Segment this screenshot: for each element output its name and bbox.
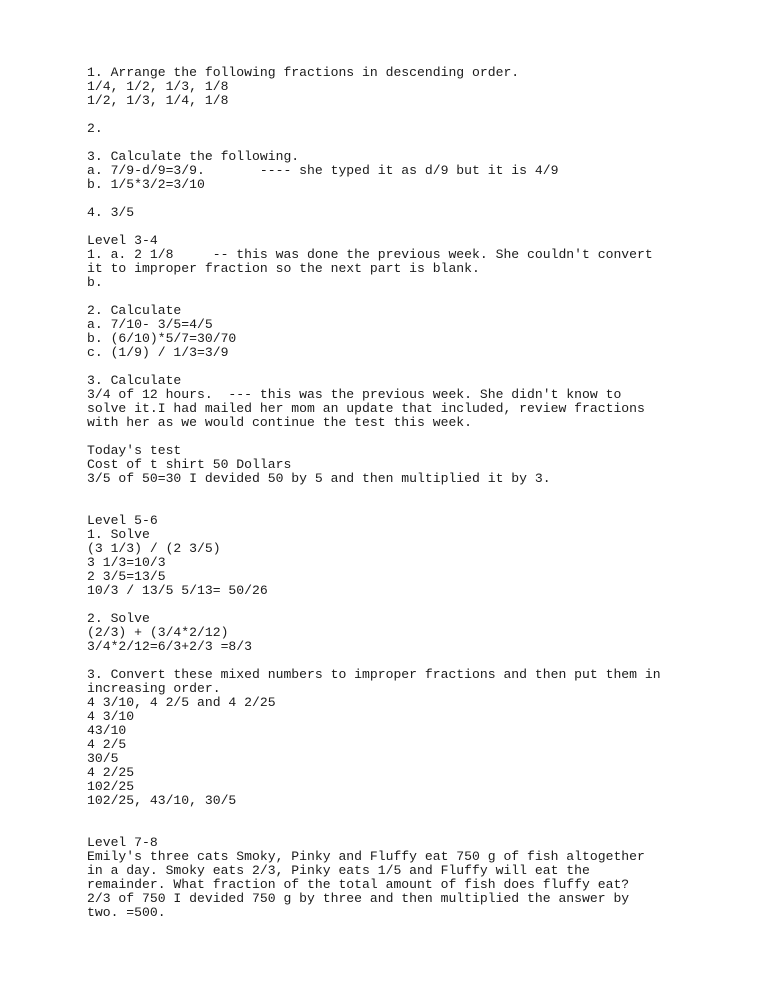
- blank-line: [87, 500, 747, 514]
- text-line: 102/25, 43/10, 30/5: [87, 793, 237, 808]
- text-line: 3. Calculate: [87, 373, 182, 388]
- text-line: 1. a. 2 1/8 -- this was done the previous week. She couldn't convert: [87, 247, 653, 262]
- text-line: b.: [87, 275, 103, 290]
- text-line: 1/2, 1/3, 1/4, 1/8: [87, 93, 229, 108]
- text-line: two. =500.: [87, 905, 166, 920]
- blank-line: [87, 108, 747, 122]
- blank-line: [87, 220, 747, 234]
- text-line: 43/10: [87, 723, 127, 738]
- text-line: with her as we would continue the test this week.: [87, 415, 473, 430]
- text-line: 2. Solve: [87, 611, 150, 626]
- text-line: 2. Calculate: [87, 303, 182, 318]
- text-line: 4 2/5: [87, 737, 127, 752]
- text-line: 2/3 of 750 I devided 750 g by three and then multiplied the answer by: [87, 891, 630, 906]
- blank-line: [87, 654, 747, 668]
- text-line: Cost of t shirt 50 Dollars: [87, 457, 292, 472]
- text-line: Emily's three cats Smoky, Pinky and Fluffy eat 750 g of fish altogether: [87, 849, 645, 864]
- text-line: 102/25: [87, 779, 135, 794]
- blank-line: [87, 192, 747, 206]
- text-line: 3/4 of 12 hours. --- this was the previous week. She didn't know to: [87, 387, 622, 402]
- blank-line: [87, 808, 747, 822]
- text-line: 3 1/3=10/3: [87, 555, 166, 570]
- text-line: b. 1/5*3/2=3/10: [87, 177, 205, 192]
- text-line: a. 7/9-d/9=3/9. ---- she typed it as d/9 but it is 4/9: [87, 163, 559, 178]
- text-line: c. (1/9) / 1/3=3/9: [87, 345, 229, 360]
- text-line: 4 3/10, 4 2/5 and 4 2/25: [87, 695, 276, 710]
- text-line: Level 3-4: [87, 233, 158, 248]
- blank-line: [87, 290, 747, 304]
- blank-line: [87, 430, 747, 444]
- text-line: 4 3/10: [87, 709, 135, 724]
- text-line: 4. 3/5: [87, 205, 135, 220]
- text-line: in a day. Smoky eats 2/3, Pinky eats 1/5 and Fluffy will eat the: [87, 863, 590, 878]
- text-line: (2/3) + (3/4*2/12): [87, 625, 229, 640]
- text-line: Level 7-8: [87, 835, 158, 850]
- text-line: 1. Solve: [87, 527, 150, 542]
- text-line: 30/5: [87, 751, 119, 766]
- blank-line: [87, 360, 747, 374]
- text-line: increasing order.: [87, 681, 221, 696]
- blank-line: [87, 486, 747, 500]
- text-line: 3/5 of 50=30 I devided 50 by 5 and then multiplied it by 3.: [87, 471, 551, 486]
- document-body: [87, 66, 747, 920]
- text-line: 2 3/5=13/5: [87, 569, 166, 584]
- text-line: 3. Calculate the following.: [87, 149, 300, 164]
- text-line: solve it.I had mailed her mom an update that included, review fractions: [87, 401, 645, 416]
- text-line: a. 7/10- 3/5=4/5: [87, 317, 213, 332]
- text-line: remainder. What fraction of the total amount of fish does fluffy eat?: [87, 877, 630, 892]
- text-line: Level 5-6: [87, 513, 158, 528]
- text-line: 1/4, 1/2, 1/3, 1/8: [87, 79, 229, 94]
- text-line: 3. Convert these mixed numbers to improper fractions and then put them in: [87, 667, 661, 682]
- text-line: it to improper fraction so the next part is blank.: [87, 261, 480, 276]
- blank-line: [87, 136, 747, 150]
- text-line: 3/4*2/12=6/3+2/3 =8/3: [87, 639, 253, 654]
- text-line: 2.: [87, 121, 103, 136]
- text-line: (3 1/3) / (2 3/5): [87, 541, 221, 556]
- text-line: 1. Arrange the following fractions in descending order.: [87, 65, 520, 80]
- text-line: 10/3 / 13/5 5/13= 50/26: [87, 583, 268, 598]
- blank-line: [87, 822, 747, 836]
- text-line: b. (6/10)*5/7=30/70: [87, 331, 237, 346]
- text-line: 4 2/25: [87, 765, 135, 780]
- text-line: Today's test: [87, 443, 182, 458]
- blank-line: [87, 598, 747, 612]
